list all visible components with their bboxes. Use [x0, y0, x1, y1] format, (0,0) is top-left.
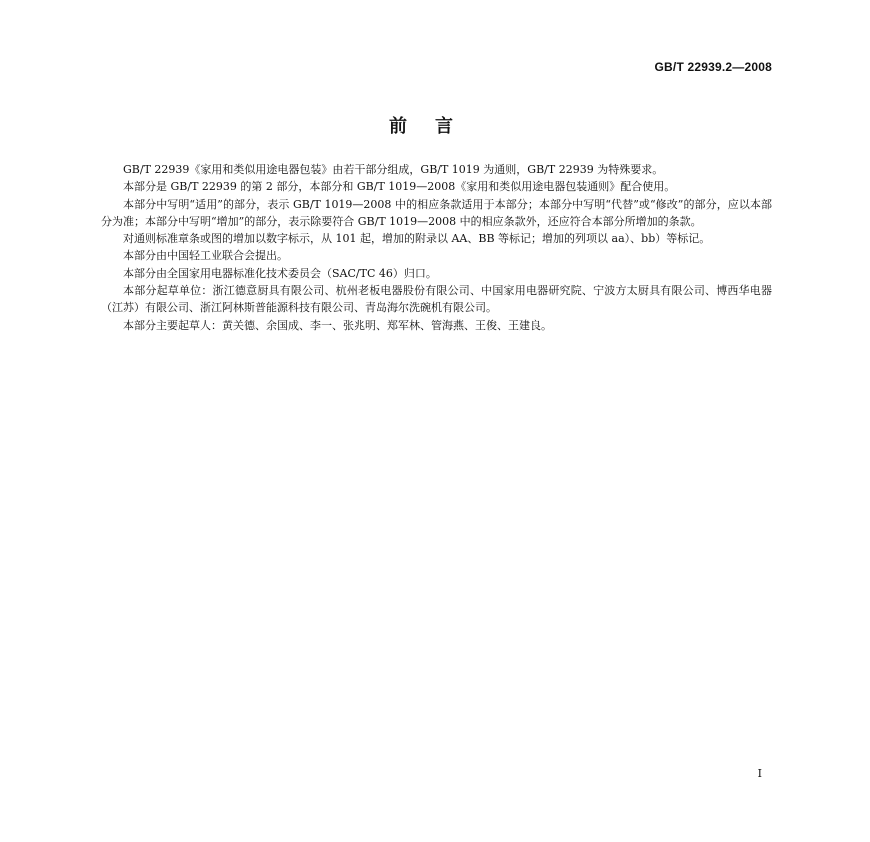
paragraph-drafters: 本部分主要起草人：黄关德、余国成、李一、张兆明、郑军林、管海燕、王俊、王建良。: [123, 318, 552, 332]
paragraph-parts: GB/T 22939《家用和类似用途电器包装》由若干部分组成，GB/T 1019 为通则，GB/T 22939 为特殊要求。: [123, 163, 664, 176]
standard-code: GB/T 22939.2—2008: [654, 60, 772, 74]
page-number: I: [757, 767, 762, 780]
paragraph-proposer: 本部分由中国轻工业联合会提出。: [123, 249, 288, 263]
foreword-body: [101, 161, 772, 334]
paragraph-drafting-units: 本部分起草单位：浙江德意厨具有限公司、杭州老板电器股份有限公司、中国家用电器研究院、宁波方太厨具有限公司、博西华电器（江苏）有限公司、浙江阿林斯普能源科技有限公司、青岛海尔洗碗机有限公司。: [101, 284, 772, 315]
paragraph-applicability: 本部分中写明“适用”的部分，表示 GB/T 1019—2008 中的相应条款适用于本部分；本部分中写明“代替”或“修改”的部分，应以本部分为准；本部分中写明“增加”的部分，表示除要符合 GB/T 1019—2008 中的相应条款外，还应符合本部分所增加的条款。: [101, 197, 772, 228]
paragraph-committee: 本部分由全国家用电器标准化技术委员会（SAC/TC 46）归口。: [123, 266, 437, 280]
paragraph-usage: 本部分是 GB/T 22939 的第 2 部分，本部分和 GB/T 1019—2008《家用和类似用途电器包装通则》配合使用。: [123, 180, 676, 194]
page-title: 前言: [389, 116, 481, 137]
paragraph-numbering: 对通则标准章条或图的增加以数字标示，从 101 起，增加的附录以 AA、BB 等标记；增加的列项以 aa）、bb）等标记。: [123, 232, 711, 246]
